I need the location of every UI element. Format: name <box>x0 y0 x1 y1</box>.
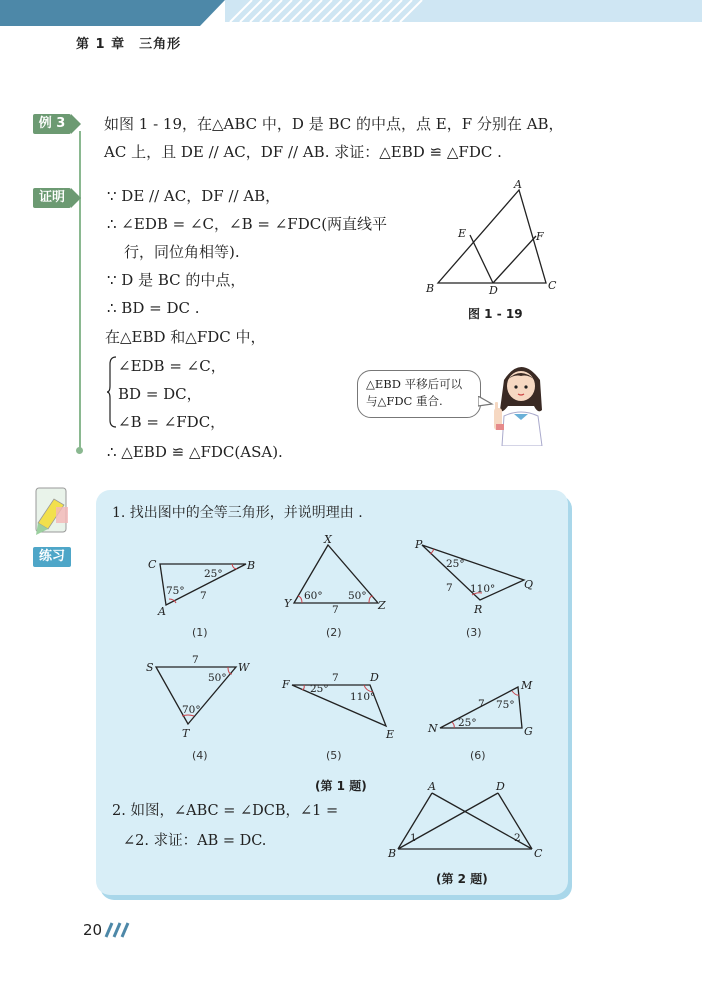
bubble-text-2: 与△FDC 重合. <box>366 394 443 408</box>
tri4-label-t: T <box>182 727 190 740</box>
proof-line: ∠EDB = ∠C， <box>118 357 226 375</box>
q2-label-d: D <box>496 780 505 793</box>
triangle-5 <box>280 668 400 740</box>
proof-line: BD = DC， <box>118 385 202 403</box>
tri5-label-f: F <box>282 678 290 691</box>
vertex-label-b: B <box>426 282 435 295</box>
tri3-angle-r: 110° <box>470 583 496 595</box>
speech-bubble <box>357 370 481 418</box>
tri6-label-n: N <box>428 722 438 735</box>
triangle-3 <box>410 536 540 616</box>
subfig-label: (2) <box>326 626 342 639</box>
proof-margin-line <box>79 131 81 451</box>
triangle-6 <box>424 676 544 738</box>
tri1-side: 7 <box>200 590 207 602</box>
tri2-side: 7 <box>332 604 339 615</box>
girl-illustration <box>488 358 554 446</box>
problem-line-2: AC 上，且 DE // AC，DF // AB. 求证：△EBD ≌ △FDC . <box>104 143 502 161</box>
proof-line: ∵ D 是 BC 的中点， <box>107 271 246 289</box>
q2-angle-2: 2 <box>514 832 521 844</box>
tri2-label-y: Y <box>284 597 292 610</box>
vertex-label-e: E <box>458 227 467 240</box>
problem-line-1: 如图 1 - 19，在△ABC 中，D 是 BC 的中点，点 E，F 分别在 AB， <box>104 115 564 133</box>
question-2-caption: (第 2 题) <box>436 872 488 886</box>
tri2-label-z: Z <box>378 599 386 612</box>
proof-line: ∠B = ∠FDC， <box>118 413 226 431</box>
tri3-label-p: P <box>415 538 423 551</box>
vertex-label-d: D <box>489 284 498 296</box>
tri3-side: 7 <box>446 582 453 594</box>
proof-line: ∵ DE // AC，DF // AB， <box>107 187 281 205</box>
tri2-label-x: X <box>324 533 332 546</box>
subfig-label: (3) <box>466 626 482 639</box>
vertex-label-a: A <box>514 178 522 191</box>
brace-icon <box>106 356 118 428</box>
subfig-label: (6) <box>470 749 486 762</box>
tri6-label-m: M <box>521 679 533 692</box>
tri1-angle-a: 75° <box>166 585 185 597</box>
header-band <box>0 0 702 26</box>
triangle-4 <box>142 650 262 740</box>
tri1-label-b: B <box>247 559 256 572</box>
vertex-label-f: F <box>536 230 544 243</box>
margin-line-dot <box>76 447 83 454</box>
pencil-notebook-icon <box>30 485 74 539</box>
subfig-label: (1) <box>192 626 208 639</box>
triangle-1 <box>140 553 260 617</box>
tri3-label-r: R <box>474 603 483 616</box>
tri1-label-c: C <box>148 558 157 571</box>
tri1-label-a: A <box>158 605 166 617</box>
q2-label-c: C <box>534 847 543 860</box>
page-number-slashes <box>104 922 130 938</box>
triangle-2 <box>280 533 390 615</box>
proof-line: ∴ BD = DC . <box>107 299 200 317</box>
tri5-angle-f: 25° <box>310 683 329 695</box>
tri2-angle-z: 50° <box>348 590 367 602</box>
example-tag-arrow <box>71 114 85 134</box>
q2-label-a: A <box>428 780 436 793</box>
proof-line: 行，同位角相等). <box>124 243 240 261</box>
subfig-label: (4) <box>192 749 208 762</box>
tri6-label-g: G <box>524 725 533 738</box>
tri6-angle-n: 25° <box>458 717 477 729</box>
proof-line: 在△EBD 和△FDC 中， <box>105 328 266 346</box>
proof-tag: 证明 <box>33 188 71 208</box>
tri2-angle-y: 60° <box>304 590 323 602</box>
tri6-angle-m: 75° <box>496 699 515 711</box>
question-1: 1. 找出图中的全等三角形，并说明理由 . <box>112 505 363 521</box>
proof-line: ∴ ∠EDB = ∠C，∠B = ∠FDC(两直线平 <box>107 215 388 233</box>
bubble-text-1: △EBD 平移后可以 <box>366 377 463 391</box>
question-2-figure <box>386 779 550 863</box>
subfig-label: (5) <box>326 749 342 762</box>
vertex-label-c: C <box>548 279 557 292</box>
proof-line: ∴ △EBD ≌ △FDC(ASA). <box>107 443 283 461</box>
tri4-side: 7 <box>192 654 199 666</box>
q2-label-b: B <box>388 847 397 860</box>
question-1-caption: (第 1 题) <box>315 779 367 793</box>
page-number: 20 <box>83 921 103 939</box>
tri3-angle-p: 25° <box>446 558 465 570</box>
figure-1-19 <box>418 176 568 296</box>
figure-caption: 图 1 - 19 <box>468 307 523 321</box>
example-tag: 例 3 <box>33 114 71 134</box>
tri1-angle-b: 25° <box>204 568 223 580</box>
tri4-label-s: S <box>146 661 154 674</box>
chapter-title: 第 1 章 三角形 <box>76 37 182 52</box>
proof-tag-arrow <box>71 188 85 208</box>
tri5-side: 7 <box>332 672 339 684</box>
tri5-label-d: D <box>370 671 379 684</box>
question-2-line-2: ∠2. 求证：AB = DC. <box>123 833 267 849</box>
tri4-angle-w: 50° <box>208 672 227 684</box>
tri4-angle-t: 70° <box>182 704 201 716</box>
tri4-label-w: W <box>238 661 250 674</box>
tri3-label-q: Q <box>524 578 534 591</box>
q2-angle-1: 1 <box>410 832 417 844</box>
tri5-label-e: E <box>386 728 395 740</box>
practice-tag: 练习 <box>33 547 71 567</box>
question-2-line-1: 2. 如图，∠ABC = ∠DCB，∠1 = <box>112 803 339 819</box>
tri6-side: 7 <box>478 698 485 710</box>
tri5-angle-d: 110° <box>350 691 376 703</box>
